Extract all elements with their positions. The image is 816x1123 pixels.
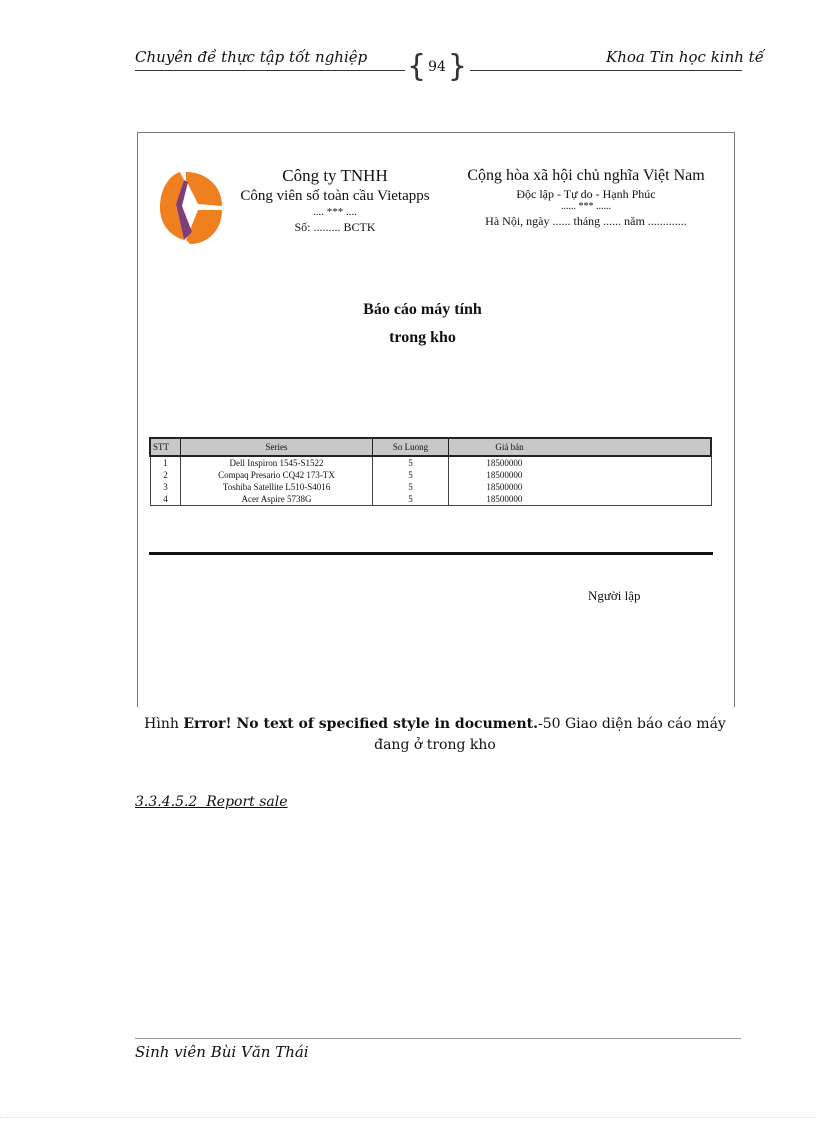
republic-stars: ...... *** ......	[561, 201, 611, 212]
table-row	[150, 456, 711, 469]
cell-stt: 2	[150, 469, 181, 481]
table-row	[150, 469, 711, 481]
cell-price: 18500000	[449, 493, 711, 506]
signer-label: Người lập	[588, 588, 641, 603]
table-row	[150, 493, 711, 506]
cell-quantity: 5	[372, 481, 449, 493]
cell-quantity: 5	[372, 493, 449, 506]
header-stt: STT	[150, 438, 181, 456]
page-bottom-dotted-line	[0, 1117, 816, 1118]
footer-author: Sinh viên Bùi Văn Thái	[135, 1043, 309, 1061]
footer-rule	[135, 1038, 741, 1039]
caption-line2: đang ở trong kho	[374, 737, 496, 753]
figure-caption	[137, 714, 733, 756]
document-number: Số: ......... BCTK	[294, 220, 376, 234]
header-series: Series	[181, 438, 372, 456]
report-title-line1: Báo cáo máy tính	[363, 301, 482, 318]
cell-price: 18500000	[449, 469, 711, 481]
caption-prefix: Hình	[144, 716, 184, 732]
right-brace-icon: }	[447, 49, 467, 84]
table-header-row	[150, 438, 711, 456]
cell-quantity: 5	[372, 456, 449, 469]
cell-quantity: 5	[372, 469, 449, 481]
inventory-table	[149, 437, 712, 506]
cell-price: 18500000	[449, 456, 711, 469]
date-line: Hà Nội, ngày ...... tháng ...... năm .............	[485, 214, 687, 228]
cell-series: Acer Aspire 5738G	[181, 493, 372, 506]
company-name: Công ty TNHH	[282, 166, 388, 185]
company-stars: .... *** ....	[313, 206, 357, 218]
company-block	[220, 166, 450, 235]
header-quantity: So Luong	[372, 438, 449, 456]
republic-block	[455, 166, 717, 230]
cell-stt: 3	[150, 481, 181, 493]
cell-stt: 4	[150, 493, 181, 506]
cell-series: Dell Inspiron 1545-S1522	[181, 456, 372, 469]
table-row	[150, 481, 711, 493]
header-price: Giá bán	[449, 438, 711, 456]
left-brace-icon: {	[407, 49, 427, 84]
header-rule-left	[135, 70, 405, 71]
header-rule-right	[470, 70, 742, 71]
republic-motto: Độc lập - Tự do - Hạnh Phúc	[516, 187, 656, 201]
company-logo-icon	[158, 170, 226, 246]
report-title	[300, 296, 545, 352]
cell-series: Compaq Presario CQ42 173-TX	[181, 469, 372, 481]
report-title-line2: trong kho	[389, 329, 456, 346]
caption-error: Error! No text of specified style in document.	[183, 716, 538, 732]
page-number-box	[407, 49, 467, 84]
cell-price: 18500000	[449, 481, 711, 493]
page-number: 94	[428, 59, 446, 75]
header-left-title: Chuyên đề thực tập tốt nghiệp	[135, 48, 368, 66]
cell-series: Toshiba Satellite L510-S4016	[181, 481, 372, 493]
republic-name: Cộng hòa xã hội chủ nghĩa Việt Nam	[467, 167, 705, 184]
cell-stt: 1	[150, 456, 181, 469]
separator-line	[149, 552, 713, 555]
company-subname: Công viên số toàn cầu Vietapps	[240, 188, 430, 204]
header-right-title: Khoa Tin học kinh tế	[606, 48, 764, 66]
section-heading: 3.3.4.5.2 Report sale	[135, 794, 288, 810]
caption-rest: -50 Giao diện báo cáo máy	[537, 716, 726, 732]
